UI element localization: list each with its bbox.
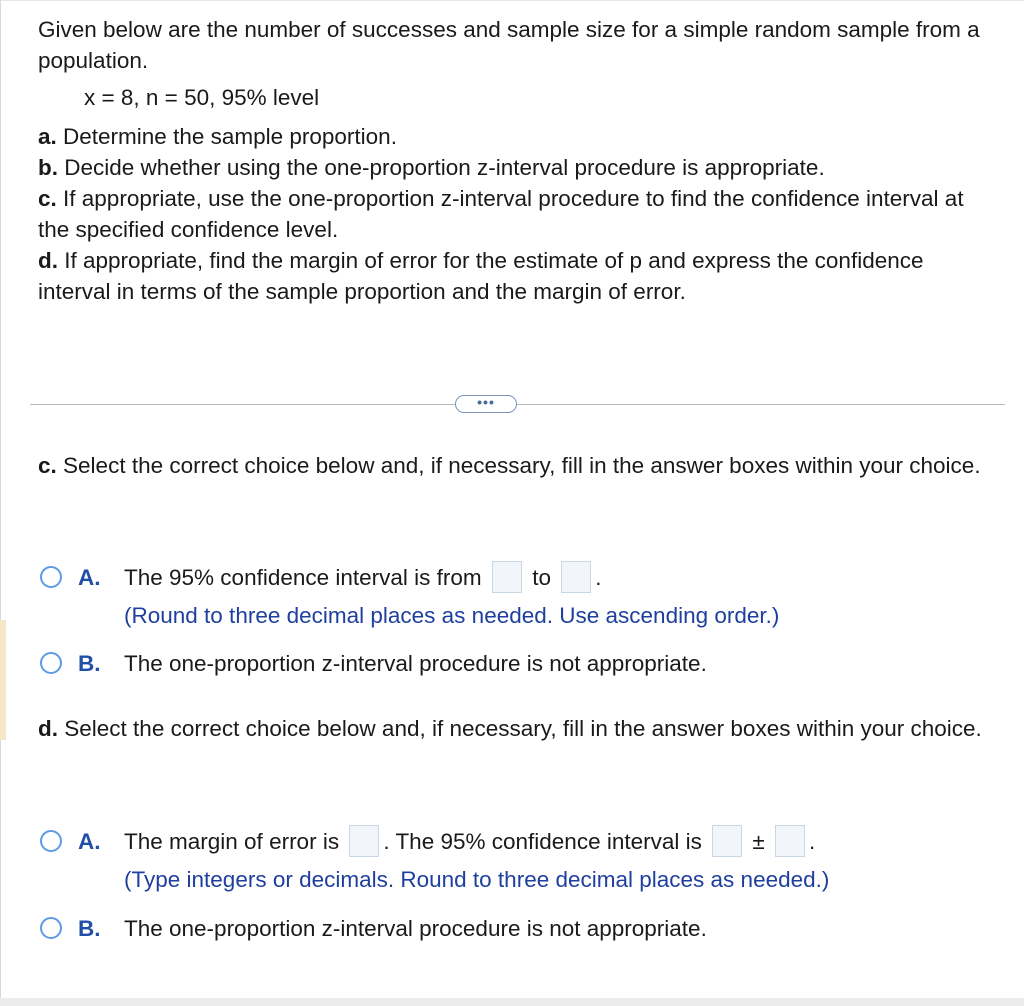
plus-minus-symbol: ± <box>752 829 765 854</box>
choice-text <box>124 563 602 595</box>
frame-left-border <box>0 0 1 1006</box>
choice-text <box>124 827 815 859</box>
choice-text: The one-proportion z-interval procedure is not appropriate. <box>124 651 707 676</box>
part-text: Decide whether using the one-proportion z-interval procedure is appropriate. <box>64 155 825 180</box>
answer-box-upper-bound[interactable] <box>561 561 591 593</box>
radio-button[interactable] <box>40 830 62 852</box>
answer-box-lower-bound[interactable] <box>492 561 522 593</box>
problem-part-a <box>38 121 988 152</box>
problem-intro: Given below are the number of successes and sample size for a simple random sample from a population. <box>38 17 980 73</box>
answer-box-margin-of-error[interactable] <box>349 825 379 857</box>
choice-letter: B. <box>78 916 101 941</box>
part-label: a. <box>38 124 57 149</box>
radio-button[interactable] <box>40 652 62 674</box>
frame-top-border <box>0 0 1024 1</box>
problem-part-c <box>38 183 988 245</box>
choice-text-part: to <box>532 565 551 590</box>
choice-text-part: . <box>809 829 816 854</box>
part-text: If appropriate, use the one-proportion z-interval procedure to find the confidence interval at the specified confidence level. <box>38 186 964 242</box>
part-d-label: d. <box>38 716 58 741</box>
radio-button[interactable] <box>40 566 62 588</box>
part-text: Determine the sample proportion. <box>63 124 397 149</box>
part-text: If appropriate, find the margin of error for the estimate of p and express the confidence interval in terms of the sample proportion and the margin of error. <box>38 248 924 304</box>
section-divider <box>30 404 1005 405</box>
part-d-prompt-text: Select the correct choice below and, if necessary, fill in the answer boxes within your choice. <box>64 716 982 741</box>
problem-part-d <box>38 245 988 307</box>
choice-letter: A. <box>78 565 101 590</box>
more-options-button[interactable]: ••• <box>455 395 517 413</box>
part-label: d. <box>38 248 58 273</box>
choice-text-part: The 95% confidence interval is from <box>124 565 482 590</box>
choice-hint: (Round to three decimal places as needed. Use ascending order.) <box>124 603 780 628</box>
choice-letter: B. <box>78 651 101 676</box>
answer-box-sample-proportion[interactable] <box>712 825 742 857</box>
problem-statement <box>38 14 988 307</box>
choice-text-part: . The 95% confidence interval is <box>383 829 702 854</box>
problem-part-b <box>38 152 988 183</box>
side-tab-marker <box>0 620 6 740</box>
radio-button[interactable] <box>40 917 62 939</box>
choice-letter: A. <box>78 829 101 854</box>
choice-hint: (Type integers or decimals. Round to three decimal places as needed.) <box>124 867 830 892</box>
frame-bottom-bar <box>0 998 1024 1006</box>
answer-box-margin[interactable] <box>775 825 805 857</box>
part-c-prompt-text: Select the correct choice below and, if necessary, fill in the answer boxes within your choice. <box>63 453 981 478</box>
part-c-label: c. <box>38 453 57 478</box>
part-label: c. <box>38 186 57 211</box>
problem-given-values: x = 8, n = 50, 95% level <box>84 85 320 110</box>
choice-text: The one-proportion z-interval procedure is not appropriate. <box>124 916 707 941</box>
choice-text-part: . <box>595 565 602 590</box>
part-d-prompt <box>38 713 988 744</box>
part-label: b. <box>38 155 58 180</box>
choice-text-part: The margin of error is <box>124 829 340 854</box>
part-c-prompt <box>38 450 988 481</box>
